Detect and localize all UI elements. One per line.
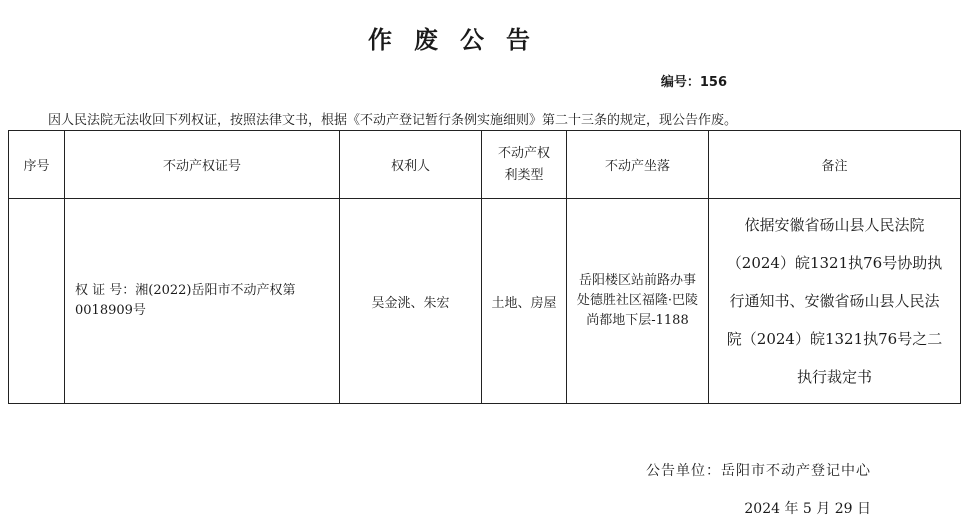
header-right-type: 不动产权利类型	[482, 131, 567, 199]
header-location: 不动产坐落	[567, 131, 709, 199]
issue-date: 2024 年 5 月 29 日	[744, 501, 871, 517]
header-holder: 权利人	[340, 131, 482, 199]
cell-right-type: 土地、房屋	[482, 199, 567, 404]
notice-table	[8, 130, 961, 404]
cell-seq	[9, 199, 65, 404]
table-row	[9, 199, 961, 404]
issuing-unit: 公告单位：岳阳市不动产登记中心	[646, 463, 871, 479]
document-number: 编号：156	[660, 75, 727, 90]
cell-cert-number: 权 证 号：湘(2022)岳阳市不动产权第0018909号	[65, 199, 340, 404]
table-header-row	[9, 131, 961, 199]
header-cert-number: 不动产权证号	[65, 131, 340, 199]
cell-location: 岳阳楼区站前路办事处德胜社区福隆·巴陵尚都地下层-1188	[567, 199, 709, 404]
page-title: 作废公告	[368, 26, 552, 54]
header-seq: 序号	[9, 131, 65, 199]
cell-remark: 依据安徽省砀山县人民法院（2024）皖1321执76号协助执行通知书、安徽省砀山县人民法院（2024）皖1321执76号之二执行裁定书	[709, 199, 961, 404]
cell-holder: 吴金洮、朱宏	[340, 199, 482, 404]
intro-paragraph: 因人民法院无法收回下列权证，按照法律文书，根据《不动产登记暂行条例实施细则》第二十三条的规定，现公告作废。	[48, 113, 738, 128]
header-remark: 备注	[709, 131, 961, 199]
